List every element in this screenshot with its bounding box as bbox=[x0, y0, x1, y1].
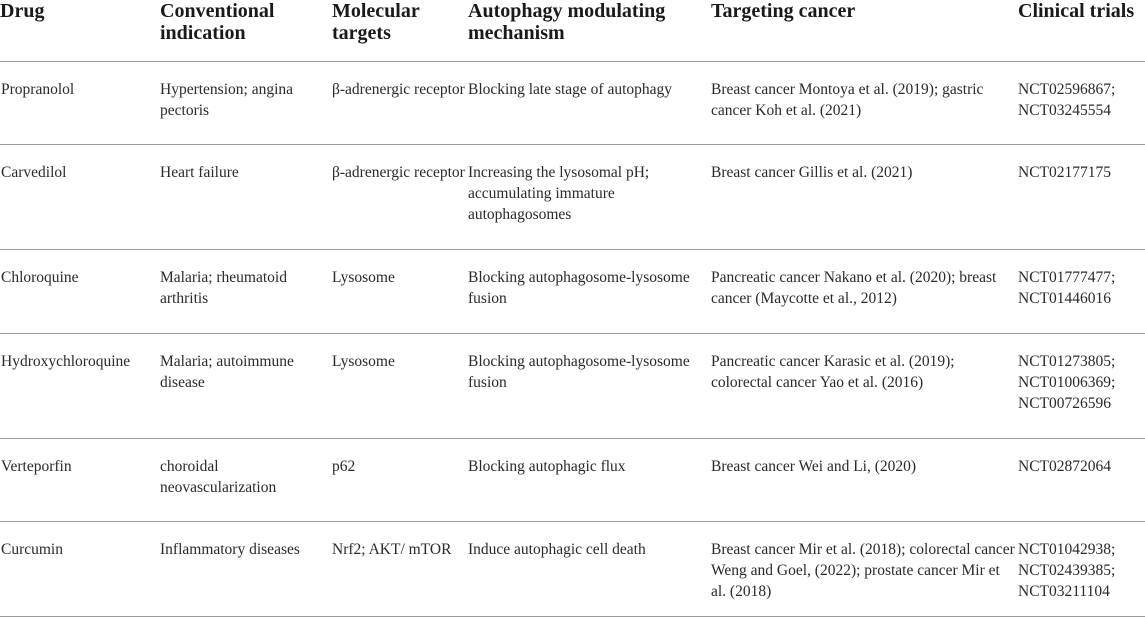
cell-drug: Propranolol bbox=[1, 81, 75, 98]
header-clinical-trials: Clinical trials bbox=[1018, 0, 1135, 22]
cell-drug: Hydroxychloroquine bbox=[1, 353, 131, 370]
header-molecular-targets: Molecular targets bbox=[332, 0, 420, 44]
table-row bbox=[0, 439, 1145, 522]
cell-trials: NCT02872064 bbox=[1018, 458, 1111, 475]
cell-indication: Hypertension; angina pectoris bbox=[160, 81, 294, 119]
cell-mechanism: Blocking late stage of autophagy bbox=[468, 81, 673, 98]
cell-indication: Inflammatory diseases bbox=[160, 541, 300, 558]
cell-cancer: Breast cancer Gillis et al. (2021) bbox=[711, 164, 913, 181]
cell-drug: Curcumin bbox=[1, 541, 63, 558]
cell-drug: Carvedilol bbox=[1, 164, 67, 181]
cell-mechanism: Increasing the lysosomal pH; accumulating immature autophagosomes bbox=[468, 164, 650, 223]
cell-targets: β-adrenergic receptor bbox=[332, 81, 465, 98]
cell-mechanism: Blocking autophagosome-lysosome fusion bbox=[468, 353, 690, 391]
table-row bbox=[0, 62, 1145, 145]
cell-cancer: Breast cancer Montoya et al. (2019); gastric cancer Koh et al. (2021) bbox=[711, 81, 984, 119]
cell-trials: NCT01042938; NCT02439385; NCT03211104 bbox=[1018, 541, 1116, 600]
cell-indication: Malaria; autoimmune disease bbox=[160, 353, 294, 391]
cell-drug: Chloroquine bbox=[1, 269, 79, 286]
cell-targets: β-adrenergic receptor bbox=[332, 164, 465, 181]
table-row bbox=[0, 145, 1145, 250]
cell-mechanism: Induce autophagic cell death bbox=[468, 541, 646, 558]
header-drug: Drug bbox=[0, 0, 45, 22]
table-row bbox=[0, 250, 1145, 334]
cell-targets: Nrf2; AKT/ mTOR bbox=[332, 541, 452, 558]
cell-targets: Lysosome bbox=[332, 353, 395, 370]
cell-trials: NCT02596867; NCT03245554 bbox=[1018, 81, 1116, 119]
cell-indication: Heart failure bbox=[160, 164, 239, 181]
cell-mechanism: Blocking autophagosome-lysosome fusion bbox=[468, 269, 690, 307]
cell-indication: choroidal neovascularization bbox=[160, 458, 277, 496]
cell-cancer: Breast cancer Wei and Li, (2020) bbox=[711, 458, 917, 475]
cell-targets: Lysosome bbox=[332, 269, 395, 286]
cell-cancer: Breast cancer Mir et al. (2018); colorectal cancer Weng and Goel, (2022); prostate cancer Mir et al. (2018) bbox=[711, 541, 1015, 600]
cell-drug: Verteporfin bbox=[1, 458, 72, 475]
table-row bbox=[0, 334, 1145, 439]
table-header-row bbox=[0, 0, 1145, 62]
cell-trials: NCT01777477; NCT01446016 bbox=[1018, 269, 1116, 307]
cell-cancer: Pancreatic cancer Nakano et al. (2020); breast cancer (Maycotte et al., 2012) bbox=[711, 269, 997, 307]
header-autophagy-mechanism: Autophagy modulating mechanism bbox=[468, 0, 666, 44]
header-targeting-cancer: Targeting cancer bbox=[711, 0, 856, 22]
table-row bbox=[0, 522, 1145, 617]
header-conventional-indication: Conventional indication bbox=[160, 0, 275, 44]
cell-indication: Malaria; rheumatoid arthritis bbox=[160, 269, 287, 307]
cell-targets: p62 bbox=[332, 458, 356, 475]
cell-trials: NCT02177175 bbox=[1018, 164, 1111, 181]
cell-cancer: Pancreatic cancer Karasic et al. (2019); colorectal cancer Yao et al. (2016) bbox=[711, 353, 955, 391]
cell-trials: NCT01273805; NCT01006369; NCT00726596 bbox=[1018, 353, 1116, 412]
cell-mechanism: Blocking autophagic flux bbox=[468, 458, 626, 475]
